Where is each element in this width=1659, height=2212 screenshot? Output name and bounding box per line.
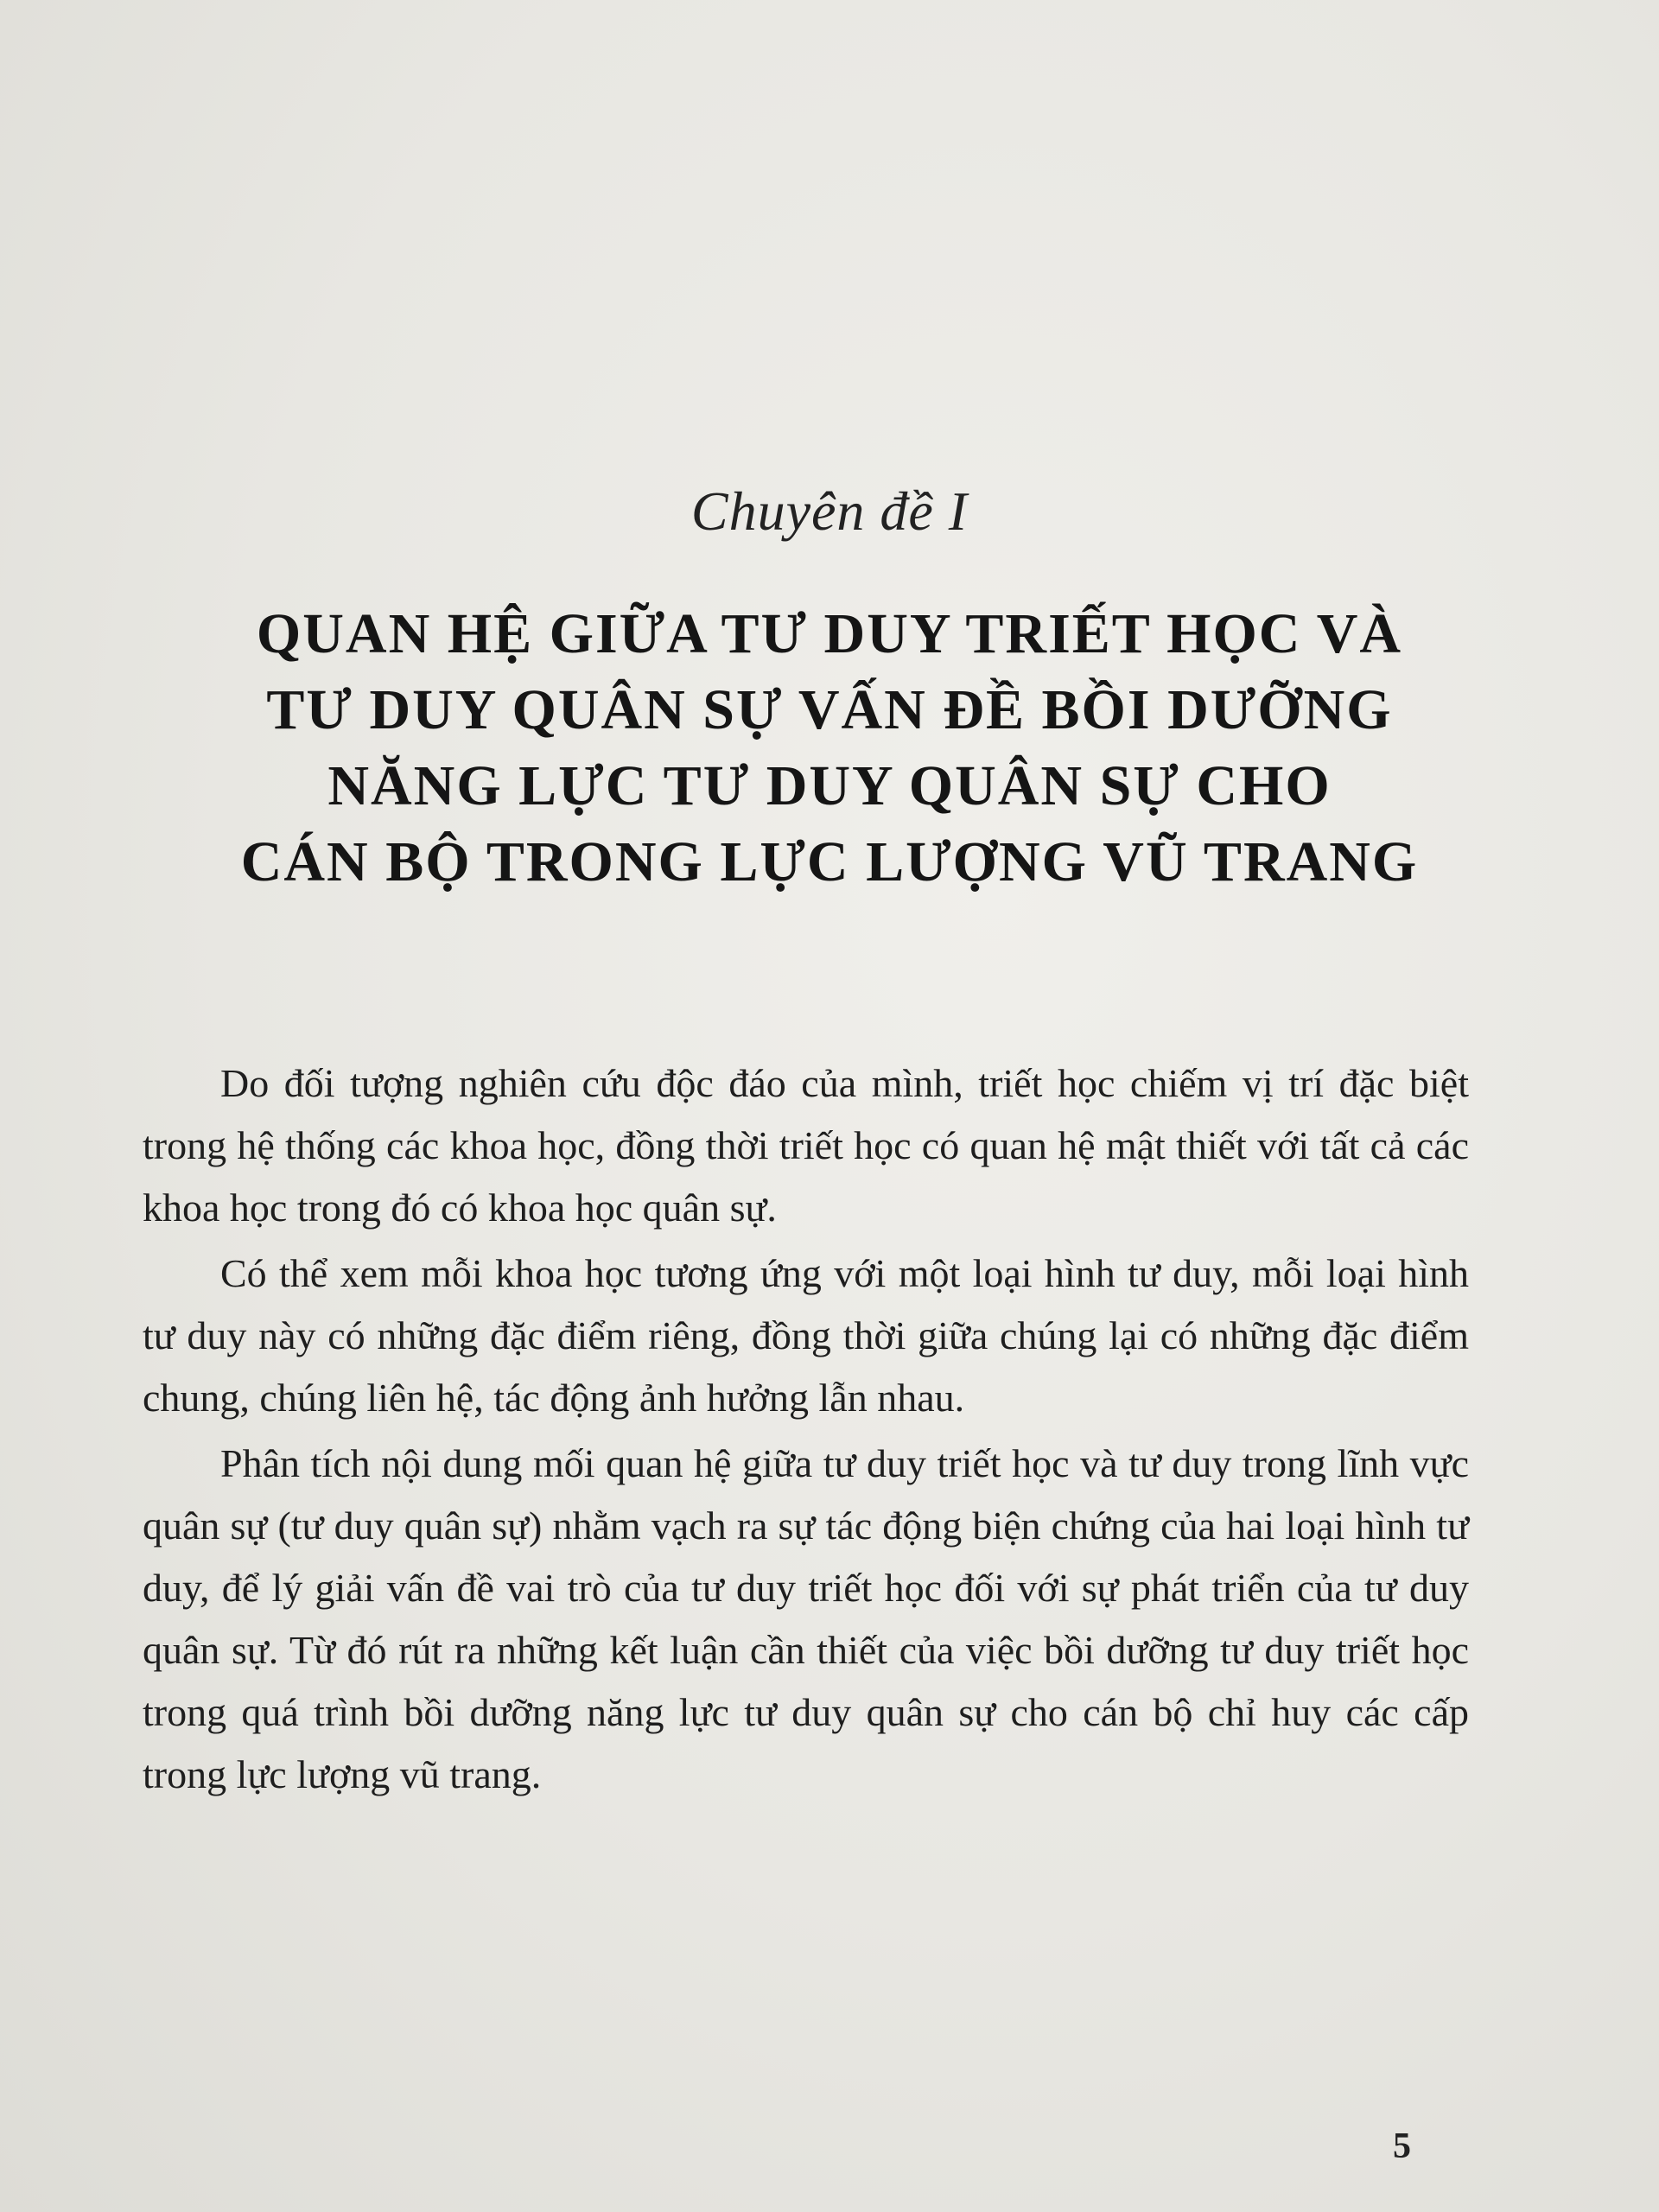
paragraph: Có thể xem mỗi khoa học tương ứng với một loại hình tư duy, mỗi loại hình tư duy này có những đặc điểm riêng, đồng thời giữa chúng lại có những đặc điểm chung, chúng liên hệ, tác động ảnh hưởng lẫn nhau. (143, 1251, 1469, 1420)
chapter-label: Chuyên đề I (690, 480, 969, 542)
paragraph: Phân tích nội dung mối quan hệ giữa tư duy triết học và tư duy trong lĩnh vực quân sự (tư duy quân sự) nhằm vạch ra sự tác động biện chứng của hai loại hình tư duy, để lý giải vấn đề vai trò của tư duy triết học đối với sự phát triển của tư duy quân sự. Từ đó rút ra những kết luận cần thiết của việc bồi dưỡng tư duy triết học trong quá trình bồi dưỡng năng lực tư duy quân sự cho cán bộ chỉ huy các cấp trong lực lượng vũ trang. (143, 1441, 1469, 1796)
chapter-title (147, 596, 1512, 900)
page-number: 5 (1393, 2126, 1411, 2166)
paragraph: Do đối tượng nghiên cứu độc đáo của mình, triết học chiếm vị trí đặc biệt trong hệ thống các khoa học, đồng thời triết học có quan hệ mật thiết với tất cả các khoa học trong đó có khoa học quân sự. (143, 1061, 1469, 1230)
chapter-title-line: CÁN BỘ TRONG LỰC LƯỢNG VŨ TRANG (240, 830, 1419, 893)
chapter-title-line: QUAN HỆ GIỮA TƯ DUY TRIẾT HỌC VÀ (256, 602, 1403, 665)
chapter-title-line: TƯ DUY QUÂN SỰ VẤN ĐỀ BỒI DƯỠNG (266, 678, 1393, 741)
chapter-title-line: NĂNG LỰC TƯ DUY QUÂN SỰ CHO (327, 754, 1332, 817)
body-text (143, 1052, 1469, 1809)
